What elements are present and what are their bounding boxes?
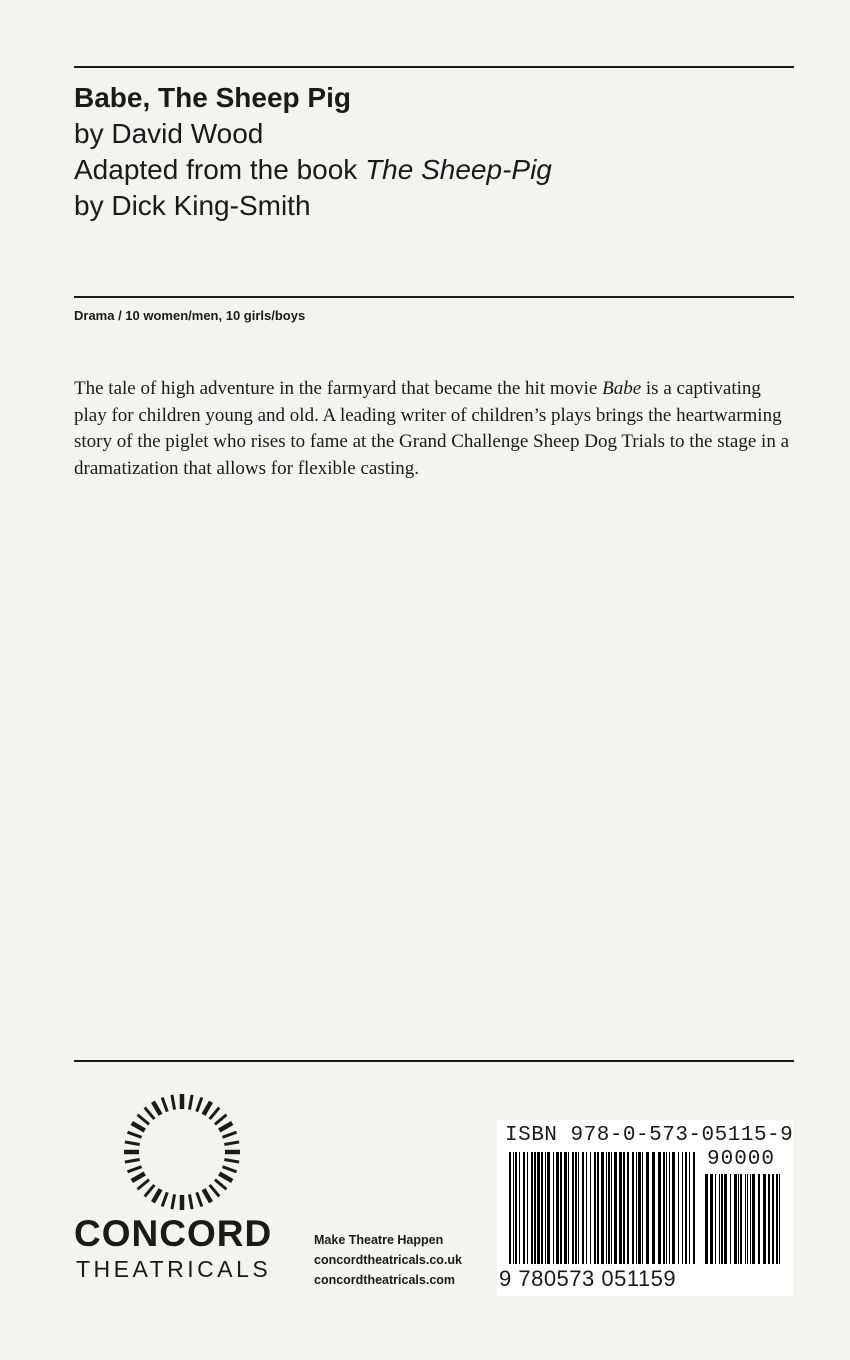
genre-cast-line: Drama / 10 women/men, 10 girls/boys xyxy=(74,308,306,323)
logo-ray xyxy=(172,1095,175,1110)
blurb-part2: is a captivating play for children young and old. A leading writer of children’s plays brings the heartwarming story of the piglet who rises to fame at the Grand Challenge Sheep Dog Trials to the stage in a dramatization that allows for flexible casting. xyxy=(74,378,789,479)
barcode-bar xyxy=(590,1152,591,1264)
logo-ray xyxy=(132,1123,145,1131)
logo-ray xyxy=(219,1174,232,1182)
blurb-part1: The tale of high adventure in the farmyard that became the hit movie xyxy=(74,378,603,399)
barcode-bar xyxy=(608,1152,610,1264)
barcode-bar xyxy=(614,1152,617,1264)
barcode-bar xyxy=(606,1152,607,1264)
barcode-bar xyxy=(693,1152,695,1264)
barcode-bar xyxy=(642,1152,643,1264)
logo-ray xyxy=(162,1192,167,1206)
barcode-bar xyxy=(513,1152,514,1264)
barcode-bar xyxy=(623,1152,625,1264)
barcode-bar xyxy=(685,1152,687,1264)
logo-subtitle: THEATRICALS xyxy=(76,1256,272,1282)
logo-ray xyxy=(127,1167,141,1172)
barcode-bar xyxy=(632,1152,634,1264)
barcode-bar xyxy=(750,1174,751,1264)
logo-ray xyxy=(197,1192,202,1206)
barcode-bar xyxy=(527,1152,528,1264)
publisher-tagline: Make Theatre Happen xyxy=(314,1233,444,1247)
barcode-bar xyxy=(509,1152,511,1264)
logo-ray xyxy=(189,1095,192,1110)
barcode-bar xyxy=(575,1152,577,1264)
barcode-bar xyxy=(721,1174,723,1264)
barcode-bar xyxy=(730,1174,731,1264)
barcode-bar xyxy=(689,1152,690,1264)
barcode-bar xyxy=(582,1152,584,1264)
barcode-bar xyxy=(515,1152,517,1264)
barcode-bar xyxy=(672,1152,675,1264)
barcode-bar xyxy=(666,1152,667,1264)
barcode-bar xyxy=(740,1174,742,1264)
logo-ray xyxy=(138,1180,149,1190)
barcode-bar xyxy=(564,1152,567,1264)
logo-ray xyxy=(125,1142,140,1145)
logo-ray xyxy=(153,1189,161,1202)
barcode-bar xyxy=(646,1152,649,1264)
logo-ray xyxy=(197,1097,202,1111)
logo-ray xyxy=(222,1132,236,1137)
logo-ray xyxy=(204,1102,212,1115)
barcode-bar xyxy=(534,1152,536,1264)
logo-ray xyxy=(145,1108,155,1119)
barcode-bar xyxy=(553,1152,554,1264)
middle-divider xyxy=(74,296,794,298)
barcode-bar xyxy=(560,1152,562,1264)
barcode-bar xyxy=(541,1152,543,1264)
barcode-bar xyxy=(745,1174,746,1264)
barcode-bar xyxy=(547,1152,550,1264)
barcode-bar xyxy=(586,1152,587,1264)
logo-ray xyxy=(132,1174,145,1182)
adapted-prefix: Adapted from the book xyxy=(74,154,366,185)
adapted-line xyxy=(74,152,794,188)
barcode-bar xyxy=(611,1152,612,1264)
barcode-bar xyxy=(710,1174,713,1264)
logo-ray xyxy=(222,1167,236,1172)
original-author-line: by Dick King-Smith xyxy=(74,190,311,221)
logo-ray xyxy=(145,1185,155,1196)
barcode-bar xyxy=(663,1152,665,1264)
barcode-bar xyxy=(752,1174,755,1264)
top-divider xyxy=(74,66,794,68)
logo-ray xyxy=(125,1159,140,1162)
blurb-italic-title: Babe xyxy=(602,378,642,399)
book-title: Babe, The Sheep Pig xyxy=(74,82,351,113)
logo-ray xyxy=(162,1097,167,1111)
barcode-bar xyxy=(715,1174,716,1264)
barcode-bar xyxy=(636,1152,637,1264)
sunburst-ring-icon xyxy=(120,1090,244,1214)
barcode-bar xyxy=(724,1174,727,1264)
isbn-label: ISBN 978-0-573-05115-9 xyxy=(505,1124,794,1147)
barcode-bar xyxy=(758,1174,760,1264)
description-paragraph xyxy=(74,376,794,482)
barcode-bar xyxy=(537,1152,540,1264)
barcode-bar xyxy=(572,1152,574,1264)
logo-ray xyxy=(210,1185,220,1196)
barcode-bar xyxy=(734,1174,737,1264)
logo-ray xyxy=(224,1159,239,1162)
barcode-bar xyxy=(568,1152,569,1264)
logo-ray xyxy=(204,1189,212,1202)
barcode-bar xyxy=(682,1152,683,1264)
ean-digits: 9 780573 051159 xyxy=(499,1266,677,1291)
barcode-bar xyxy=(678,1152,679,1264)
barcode-bar xyxy=(556,1152,559,1264)
barcode-bar xyxy=(594,1152,596,1264)
barcode-bar xyxy=(578,1152,579,1264)
author-line: by David Wood xyxy=(74,118,264,149)
barcode-bar xyxy=(658,1152,661,1264)
title-block xyxy=(74,80,794,224)
logo-ray xyxy=(210,1108,220,1119)
website-com-link[interactable]: concordtheatricals.com xyxy=(314,1273,456,1287)
logo-ray xyxy=(189,1194,192,1209)
publisher-logo xyxy=(74,1090,300,1290)
barcode-bar xyxy=(652,1152,655,1264)
barcode-bar xyxy=(523,1152,525,1264)
barcode-bar xyxy=(619,1152,622,1264)
barcode-bar xyxy=(705,1174,708,1264)
barcode-bar xyxy=(738,1174,739,1264)
logo-ray xyxy=(224,1142,239,1145)
ean-barcode-bars xyxy=(509,1152,699,1264)
barcode-bar xyxy=(779,1174,780,1264)
isbn-barcode xyxy=(497,1120,793,1296)
barcode-bar xyxy=(638,1152,641,1264)
barcode-bar xyxy=(519,1152,520,1264)
logo-ray xyxy=(215,1115,226,1125)
bottom-divider xyxy=(74,1060,794,1062)
barcode-bar xyxy=(776,1174,778,1264)
logo-wordmark: CONCORD xyxy=(74,1213,273,1254)
barcode-bar xyxy=(597,1152,599,1264)
publisher-contact xyxy=(314,1230,462,1290)
adapted-title: The Sheep-Pig xyxy=(365,154,552,185)
logo-ray xyxy=(219,1123,232,1131)
barcode-bar xyxy=(763,1174,766,1264)
barcode-bar xyxy=(719,1174,720,1264)
barcode-bar xyxy=(772,1174,774,1264)
addon-barcode-bars xyxy=(705,1174,785,1286)
logo-ray xyxy=(172,1194,175,1209)
logo-ray xyxy=(127,1132,141,1137)
logo-ray xyxy=(215,1180,226,1190)
barcode-bar xyxy=(747,1174,748,1264)
logo-ray xyxy=(138,1115,149,1125)
barcode-bar xyxy=(601,1152,604,1264)
logo-ray xyxy=(153,1102,161,1115)
barcode-bar xyxy=(545,1152,546,1264)
barcode-bar xyxy=(531,1152,533,1264)
website-uk-link[interactable]: concordtheatricals.co.uk xyxy=(314,1253,462,1267)
barcode-bar xyxy=(669,1152,670,1264)
price-code: 90000 xyxy=(707,1148,776,1171)
barcode-bar xyxy=(627,1152,629,1264)
barcode-bar xyxy=(768,1174,770,1264)
